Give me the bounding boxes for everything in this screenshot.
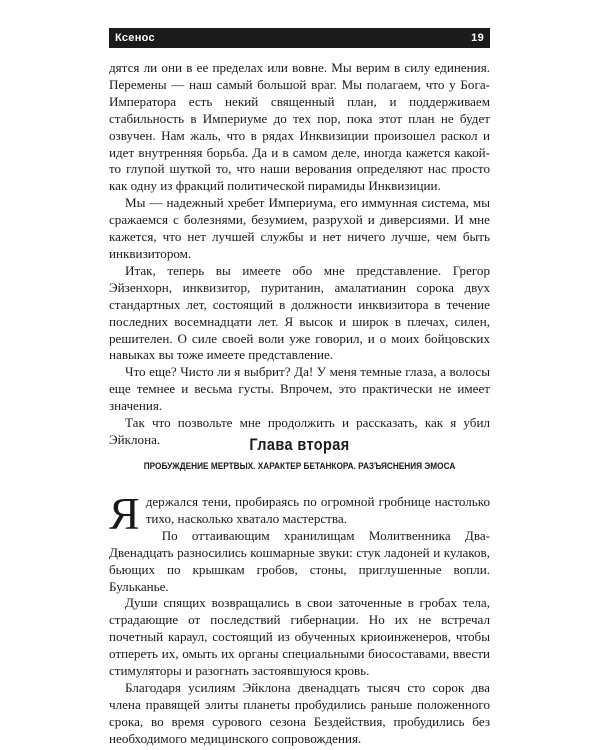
paragraph: Что еще? Чисто ли я выбрит? Да! У меня темные глаза, а волосы еще темнее и весьма густы. Впрочем, это практически не имеет значения. [109,364,490,414]
drop-cap: Я [109,488,140,539]
chapter-first-paragraph [109,488,490,539]
paragraph: Мы — надежный хребет Империума, его иммунная система, мы сражаемся с болезнями, безумием, разрухой и диверсиями. И мне кажется, что нет лучшей службы и нет ничего лучше, чем быть инквизитором. [109,195,490,261]
body-text [109,60,490,449]
paragraph: дятся ли они в ее пределах или вовне. Мы верим в силу единения. Перемены — наш самый большой враг. Мы полагаем, что у Бога-Императора есть некий священный план, и поддерживаем стабильность в Империуме до тех пор, пока этот план не будет озвучен. Нам жаль, что в рядах Инквизиции произошел раскол и идет внутренняя борьба. Да и в самом деле, иногда кажется какой-то глупой шуткой то, что наши верования определяют нас просто как одну из фракций политической пирамиды Инквизиции. [109,60,490,194]
chapter-subtitle: ПРОБУЖДЕНИЕ МЕРТВЫХ. ХАРАКТЕР БЕТАНКОРА. РАЗЪЯСНЕНИЯ ЭМОСА [143,461,456,472]
paragraph: Так что позвольте мне продолжить и рассказать, как я убил Эйклона. [109,415,490,447]
running-header [109,28,490,48]
chapter-heading [109,435,490,472]
first-paragraph-text: держался тени, пробираясь по огромной гробнице настолько тихо, насколько хватало мастерства. [145,494,490,526]
page-number: 19 [471,32,484,44]
running-title: Ксенос [115,32,155,44]
paragraph: Благодаря усилиям Эйклона двенадцать тысяч сто сорок два члена правящей элиты планеты пробудились раньше положенного срока, во время сурового сезона Бездействия, пробудились без необходимого медицинского сопровождения. [109,679,490,746]
paragraph: Итак, теперь вы имеете обо мне представление. Грегор Эйзенхорн, инквизитор, пуританин, амалатианин сорока двух стандартных лет, состоящий в должности инквизитора в течение последних восемнадцати лет. Я высок и широк в плечах, силен, решителен. О силе своей воли уже говорил, и о моих бойцовских навыках вы тоже имеете представление. [109,262,490,363]
chapter-body [109,488,490,748]
chapter-title: Глава вторая [249,435,350,454]
paragraph: По оттаивающим хранилищам Молитвенника Два-Двенадцать разносились кошмарные звуки: стук ладоней и кулаков, бьющих по крышкам гробов, стоны, приглушенные вопли. Бульканье. [109,527,490,594]
paragraph: Души спящих возвращались в свои заточенные в гробах тела, страдающие от последствий гибернации. Но их не встречал почетный караул, состоящий из обученных криоинженеров, чтобы отпереть их, омыть их органы специальными биосоставами, ввести стимуляторы и разогнать застоявшуюся кровь. [109,595,490,679]
